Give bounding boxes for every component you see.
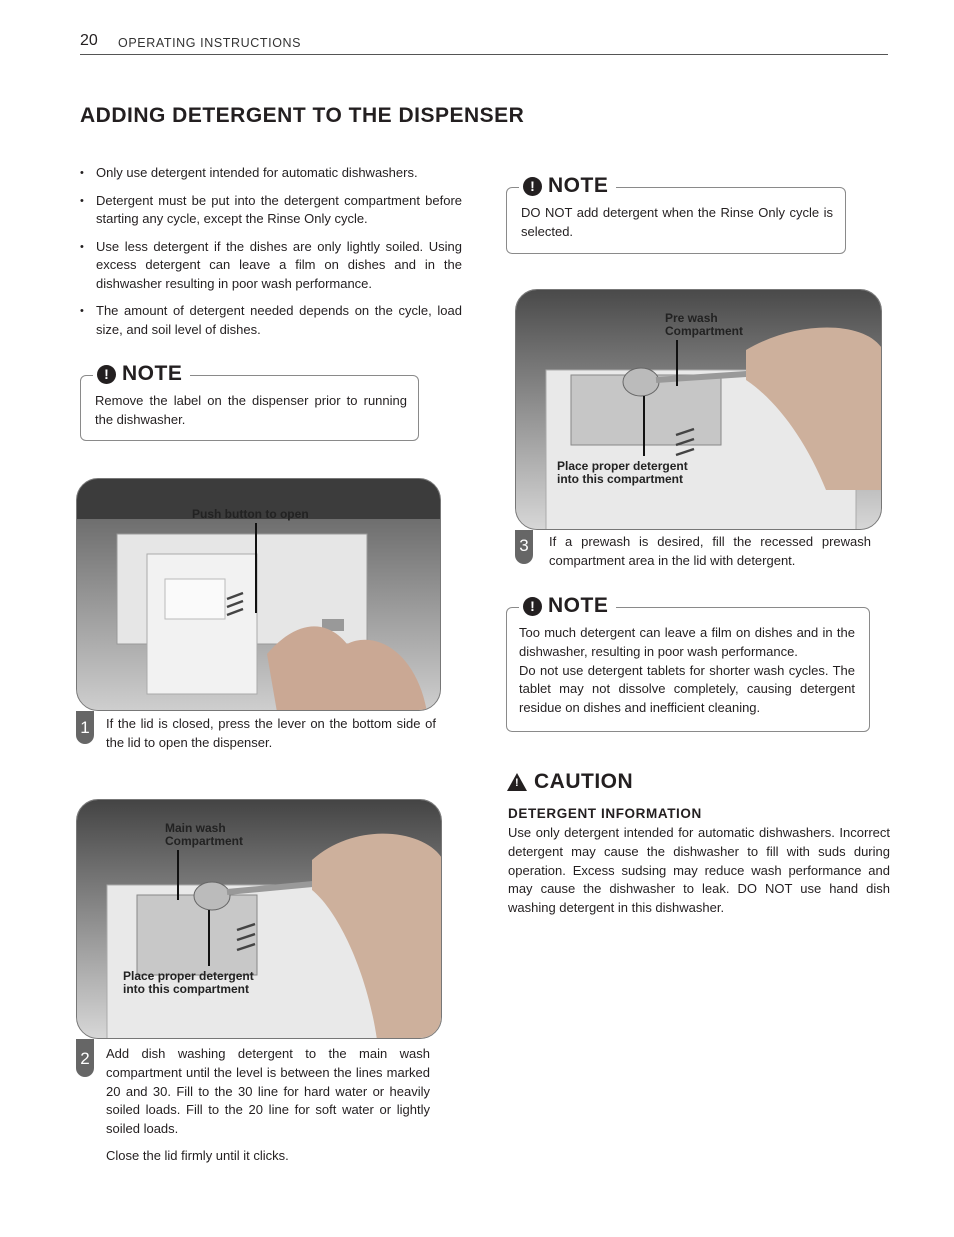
- step-number-badge: 3: [515, 530, 533, 564]
- page-header: [80, 32, 888, 55]
- note-heading: ! NOTE: [519, 174, 616, 198]
- list-item: • The amount of detergent needed depends on the cycle, load size, and soil level of dishes.: [80, 302, 462, 339]
- step3-text: If a prewash is desired, fill the recessed prewash compartment area in the lid with detergent.: [549, 534, 871, 568]
- page-title: ADDING DETERGENT TO THE DISPENSER: [80, 104, 525, 127]
- note-heading: ! NOTE: [93, 362, 190, 386]
- caution-text: Use only detergent intended for automatic dishwashers. Incorrect detergent may cause the dishwasher to fill with suds during operation. Excess sudsing may reduce wash performance and may cause the dishwasher to leak. DO NOT use hand dish washing detergent in this dishwasher.: [508, 825, 890, 916]
- note-too-much-detergent: [506, 594, 870, 732]
- arrow-line: [643, 396, 645, 456]
- step-number-badge: 2: [76, 1039, 94, 1077]
- note-text: Remove the label on the dispenser prior to running the dishwasher.: [95, 393, 407, 427]
- detergent-bullet-list: [80, 164, 462, 348]
- place-detergent-label: Place proper detergent into this compartment: [557, 459, 688, 486]
- page-number: 20: [80, 32, 98, 49]
- note-rinse-only: [506, 174, 846, 254]
- list-item: • Use less detergent if the dishes are only lightly soiled. Using excess detergent can leave a film on dishes and in the dishwasher resulting in poor wash performance.: [80, 238, 462, 294]
- step3-photo: [515, 289, 882, 530]
- place-detergent-label: Place proper detergent into this compartment: [123, 969, 254, 996]
- step-number-badge: 1: [76, 711, 94, 744]
- step2-text: Add dish washing detergent to the main wash compartment until the level is between the lines marked 20 and 30. Fill to the 30 line for hard water or heavily soiled loads. Fill to the 20 line for soft water or lightly soiled loads.: [106, 1046, 430, 1137]
- exclamation-icon: !: [523, 177, 542, 196]
- arrow-line: [208, 910, 210, 966]
- pre-wash-label: Pre wash Compartment: [665, 311, 744, 338]
- note-heading: ! NOTE: [519, 594, 616, 618]
- note-text: Too much detergent can leave a film on dishes and in the dishwasher, resulting in poor wash performance. Do not use detergent tablets for shorter wash cycles. The tablet may not dissolve completely, causing detergent residue on dishes and inefficient cleaning.: [519, 625, 855, 716]
- main-wash-compartment-illustration: [77, 800, 442, 1039]
- list-item: • Detergent must be put into the detergent compartment before starting any cycle, except the Rinse Only cycle.: [80, 192, 462, 229]
- list-item: • Only use detergent intended for automatic dishwashers.: [80, 164, 462, 183]
- exclamation-icon: !: [523, 597, 542, 616]
- step1-text: If the lid is closed, press the lever on the bottom side of the lid to open the dispenser.: [106, 716, 436, 750]
- note-label-removal: [80, 362, 419, 441]
- main-wash-label: Main wash Compartment: [165, 821, 244, 848]
- note-text: DO NOT add detergent when the Rinse Only cycle is selected.: [521, 205, 833, 239]
- arrow-line: [676, 340, 678, 386]
- push-button-label: Push button to open: [192, 507, 309, 521]
- step2-photo: [76, 799, 442, 1039]
- section-title: OPERATING INSTRUCTIONS: [118, 36, 302, 50]
- warning-triangle-icon: !: [507, 773, 527, 791]
- arrow-line: [177, 850, 179, 900]
- caution-heading: ! CAUTION: [507, 770, 633, 794]
- step1-photo: [76, 478, 441, 711]
- caution-subheading: DETERGENT INFORMATION: [508, 806, 702, 821]
- arrow-line: [255, 523, 257, 613]
- exclamation-icon: !: [97, 365, 116, 384]
- step2-text-close-lid: Close the lid firmly until it clicks.: [106, 1148, 289, 1163]
